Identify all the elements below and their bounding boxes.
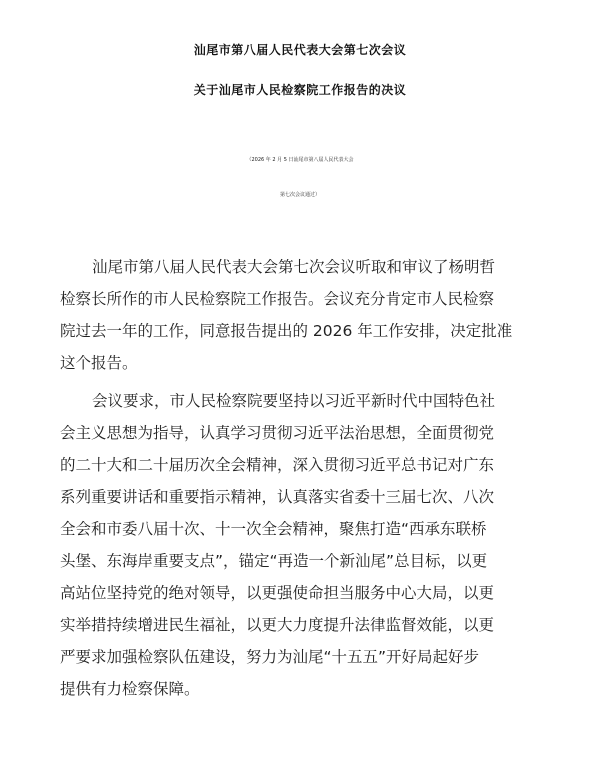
paragraph-1-line: 这个报告。 — [60, 354, 138, 372]
document-title-line-2: 关于汕尾市人民检察院工作报告的决议 — [193, 83, 407, 97]
paragraph-2-line: 系列重要讲话和重要指示精神，认真落实省委十三届七次、八次 — [60, 488, 495, 506]
adoption-note-line-1: （2026 年 2 月 5 日汕尾市第八届人民代表大会 — [246, 157, 354, 163]
adoption-note-line-2: 第七次会议通过） — [279, 192, 320, 198]
paragraph-1-line: 汕尾市第八届人民代表大会第七次会议听取和审议了杨明哲 — [92, 258, 496, 276]
paragraph-2-line: 实举措持续增进民生福祉，以更大力度提升法律监督效能，以更 — [60, 616, 495, 634]
paragraph-2-line: 的二十大和二十届历次全会精神，深入贯彻习近平总书记对广东 — [60, 456, 495, 474]
paragraph-2-line: 全会和市委八届十次、十一次全会精神，聚焦打造“西承东联桥 — [60, 520, 487, 538]
paragraph-2-line: 提供有力检察保障。 — [60, 680, 200, 698]
paragraph-2-line: 严要求加强检察队伍建设，努力为汕尾“十五五”开好局起好步 — [60, 648, 480, 666]
paragraph-2-line: 会议要求，市人民检察院要坚持以习近平新时代中国特色社 — [92, 392, 496, 410]
document-title-line-1: 汕尾市第八届人民代表大会第七次会议 — [193, 43, 407, 57]
paragraph-2-line: 高站位坚持党的绝对领导，以更强使命担当服务中心大局，以更 — [60, 584, 495, 602]
paragraph-2-line: 会主义思想为指导，认真学习贯彻习近平法治思想，全面贯彻党 — [60, 424, 495, 442]
paragraph-1-line: 院过去一年的工作，同意报告提出的 2026 年工作安排，决定批准 — [60, 322, 513, 340]
paragraph-2-line: 头堡、东海岸重要支点”，锚定“再造一个新汕尾”总目标，以更 — [60, 552, 488, 570]
paragraph-1-line: 检察长所作的市人民检察院工作报告。会议充分肯定市人民检察 — [60, 290, 495, 308]
